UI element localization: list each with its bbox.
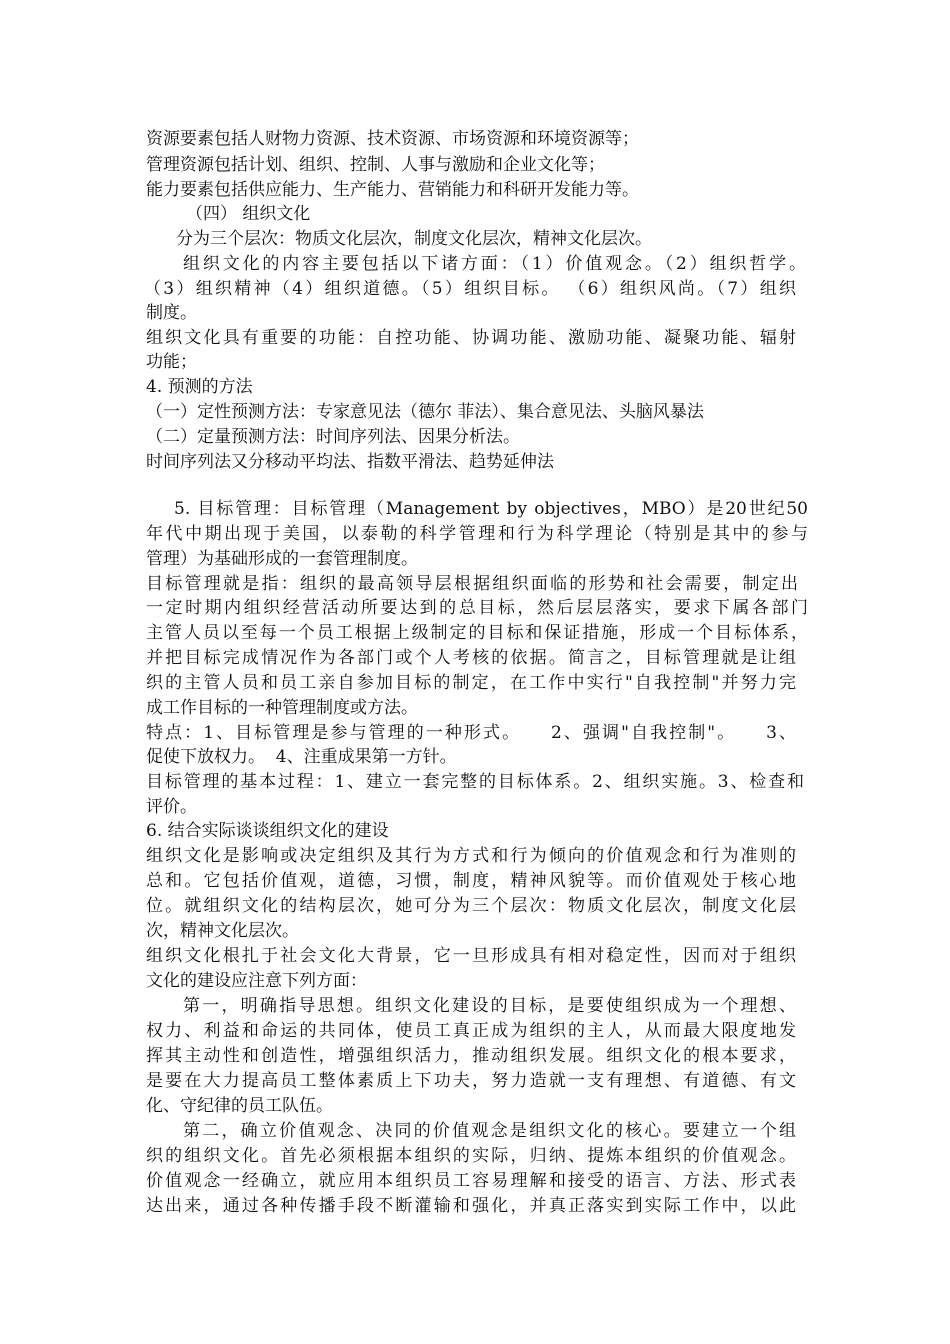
- text-line: 评价。: [146, 797, 197, 817]
- text-line: 是要在大力提高员工整体素质上下功夫，努力造就一支有理想、有道德、有文: [146, 1071, 796, 1091]
- text-line: （3）组织精神（4）组织道德。（5）组织目标。 （6）组织风尚。（7）组织: [144, 279, 796, 299]
- text-line: 制度。: [146, 303, 197, 323]
- section-heading: （四） 组织文化: [186, 204, 311, 224]
- text-line: 第一，明确指导思想。组织文化建设的目标，是要使组织成为一个理想、: [183, 996, 796, 1016]
- text-line: 挥其主动性和创造性，增强组织活力，推动组织发展。组织文化的根本要求，: [146, 1046, 796, 1066]
- text-line: 管理资源包括计划、组织、控制、人事与激励和企业文化等；: [146, 155, 605, 175]
- text-line: 总和。它包括价值观，道德，习惯，制度，精神风貌等。而价值观处于核心地: [146, 871, 796, 891]
- text-line: 织的主管人员和员工亲自参加目标的制定，在工作中实行"自我控制"并努力完: [146, 673, 796, 693]
- text-line: 目标管理的基本过程：1、建立一套完整的目标体系。2、组织实施。3、检查和: [146, 772, 804, 792]
- text-line: （一）定性预测方法：专家意见法（德尔 菲法）、集合意见法、头脑风暴法: [146, 402, 704, 422]
- text-line: 并把目标完成情况作为各部门或个人考核的依据。简言之，目标管理就是让组: [146, 648, 796, 668]
- text-line: 年代中期出现于美国，以泰勒的科学管理和行为科学理论（特别是其中的参与: [146, 524, 808, 544]
- text-line: 组织文化具有重要的功能：自控功能、协调功能、激励功能、凝聚功能、辐射: [146, 328, 796, 348]
- text-line: 特点：1、目标管理是参与管理的一种形式。 2、强调"自我控制"。 3、: [146, 723, 796, 743]
- text-line: 文化的建设应注意下列方面：: [146, 971, 367, 991]
- text-line: 管理）为基础形成的一套管理制度。: [146, 549, 418, 569]
- text-line: 一定时期内组织经营活动所要达到的总目标，然后层层落实，要求下属各部门: [146, 598, 808, 618]
- text-line: 组织文化的内容主要包括以下诸方面：（1）价值观念。（2）组织哲学。: [183, 254, 806, 274]
- text-line: 资源要素包括人财物力资源、技术资源、市场资源和环境资源等；: [146, 129, 639, 149]
- text-line: 组织文化根扎于社会文化大背景，它一旦形成具有相对稳定性，因而对于组织: [146, 946, 796, 966]
- text-line: 织的组织文化。首先必须根据本组织的实际，归纳、提炼本组织的价值观念。: [146, 1146, 796, 1166]
- text-line: 成工作目标的一种管理制度或方法。: [146, 698, 418, 718]
- text-line: 组织文化是影响或决定组织及其行为方式和行为倾向的价值观念和行为准则的: [146, 846, 796, 866]
- text-line: （二）定量预测方法：时间序列法、因果分析法。: [146, 427, 520, 447]
- text-line: 次，精神文化层次。: [146, 921, 299, 941]
- text-line: 主管人员以至每一个员工根据上级制定的目标和保证措施，形成一个目标体系，: [146, 623, 808, 643]
- section-heading: 5. 目标管理：目标管理（Management by objectives，MBO）是20世纪50: [174, 499, 808, 519]
- text-line: 促使下放权力。 4、注重成果第一方针。: [146, 747, 457, 767]
- text-line: 能力要素包括供应能力、生产能力、营销能力和科研开发能力等。: [146, 180, 639, 200]
- section-heading: 4. 预测的方法: [146, 377, 253, 397]
- text-line: 分为三个层次：物质文化层次，制度文化层次，精神文化层次。: [176, 229, 652, 249]
- text-line: 目标管理就是指：组织的最高领导层根据组织面临的形势和社会需要，制定出: [146, 574, 798, 594]
- text-line: 达出来，通过各种传播手段不断灌输和强化，并真正落实到实际工作中，以此: [146, 1196, 796, 1216]
- text-line: 时间序列法又分移动平均法、指数平滑法、趋势延伸法: [146, 452, 554, 472]
- text-line: 第二，确立价值观念、决同的价值观念是组织文化的核心。要建立一个组: [183, 1121, 796, 1141]
- text-line: 功能；: [146, 352, 197, 372]
- text-line: 化、守纪律的员工队伍。: [146, 1096, 333, 1116]
- section-heading: 6. 结合实际谈谈组织文化的建设: [146, 821, 389, 841]
- text-line: 权力、利益和命运的共同体，使员工真正成为组织的主人，从而最大限度地发: [146, 1021, 796, 1041]
- text-line: 价值观念一经确立，就应用本组织员工容易理解和接受的语言、方法、形式表: [146, 1171, 796, 1191]
- text-line: 位。就组织文化的结构层次，她可分为三个层次：物质文化层次，制度文化层: [146, 896, 796, 916]
